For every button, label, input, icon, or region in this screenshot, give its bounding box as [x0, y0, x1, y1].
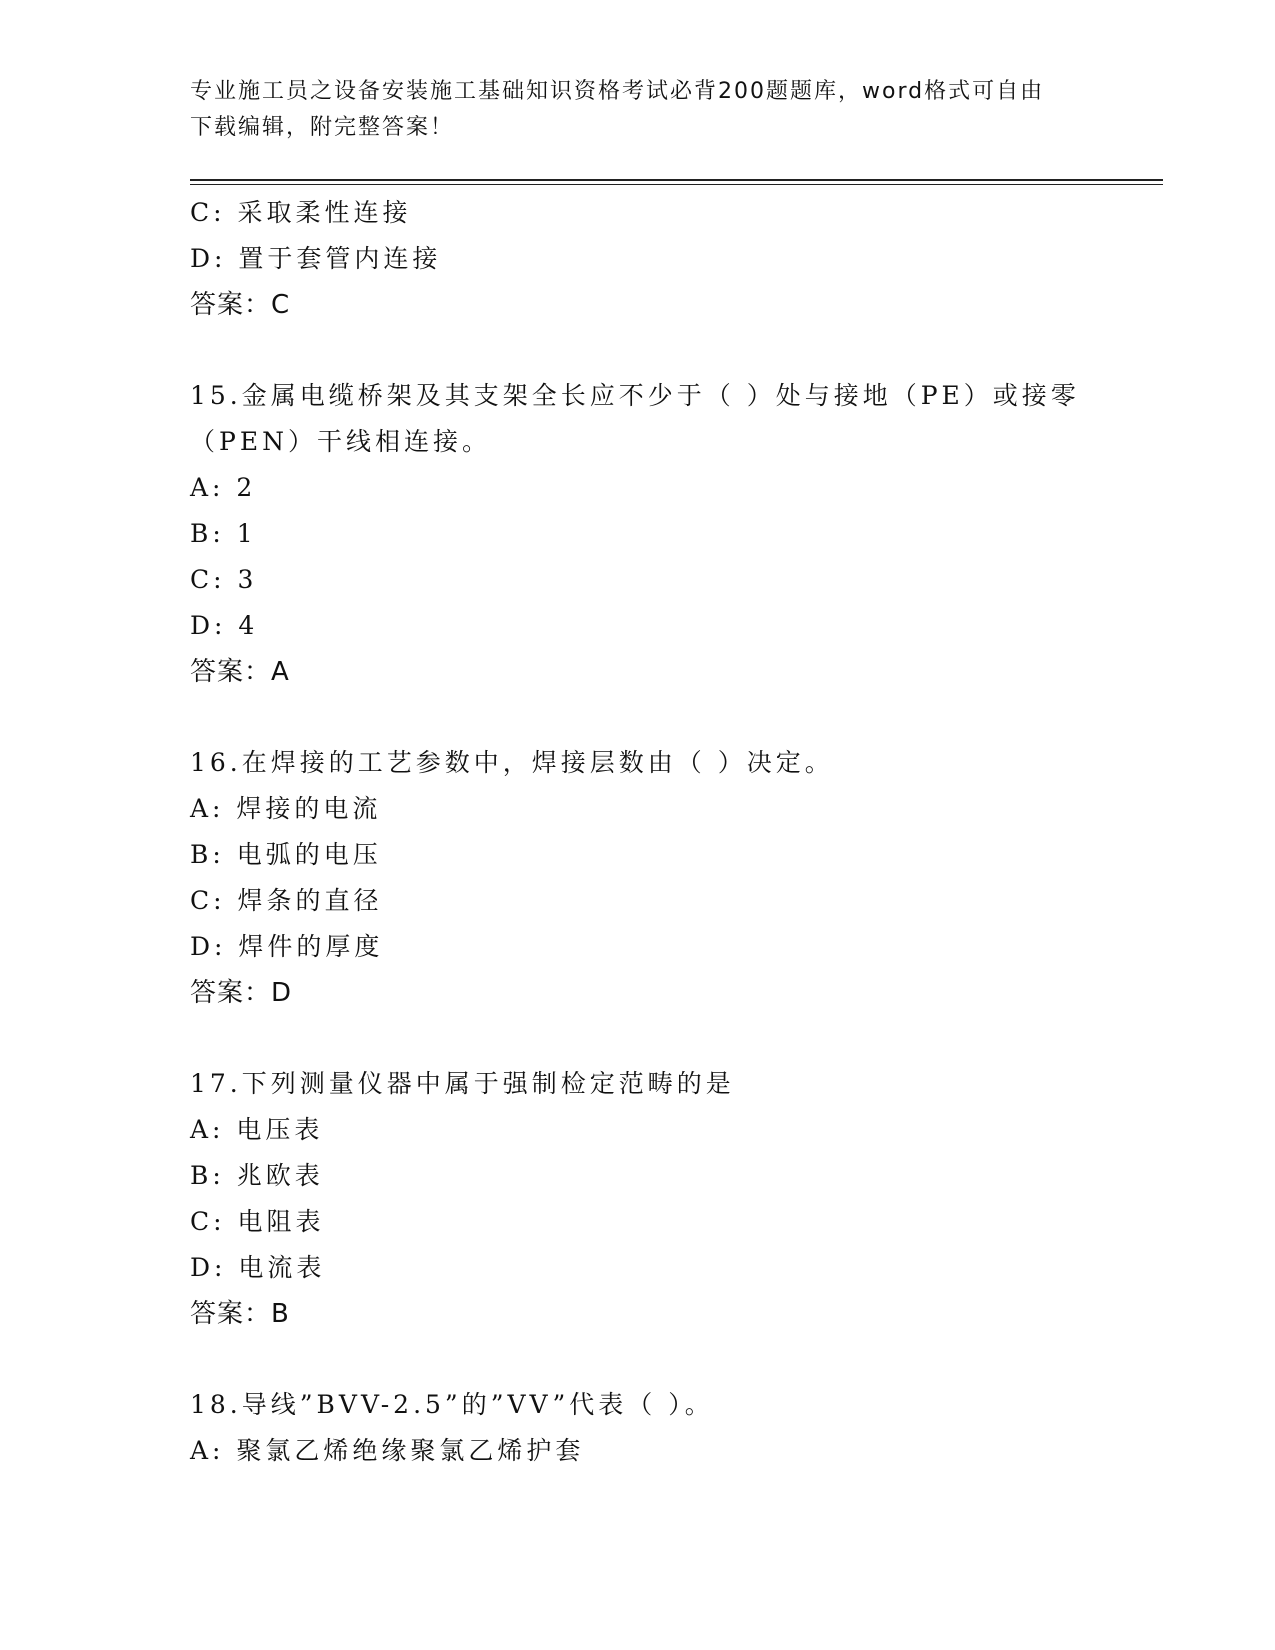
option-a: A: 焊接的电流: [190, 794, 382, 823]
option-b: B: 电弧的电压: [190, 840, 382, 869]
option-d: D: 焊件的厚度: [190, 932, 384, 961]
header-divider-thick: [190, 179, 1163, 181]
question-17: [190, 1061, 1130, 1337]
answer-line: 答案：C: [190, 290, 291, 320]
option-c: C: 采取柔性连接: [190, 198, 412, 227]
option-b: B: 兆欧表: [190, 1161, 324, 1190]
question-stem: 17.下列测量仪器中属于强制检定范畴的是: [190, 1069, 735, 1098]
question-14-continued: [190, 190, 1130, 328]
question-16: [190, 740, 1130, 1016]
option-d: D: 4: [190, 611, 259, 640]
question-stem: 18.导线”BVV-2.5”的”VV”代表（ ）。: [190, 1390, 714, 1419]
option-a: A: 聚氯乙烯绝缘聚氯乙烯护套: [190, 1436, 585, 1465]
answer-line: 答案：A: [190, 657, 290, 687]
option-b: B: 1: [190, 519, 257, 548]
question-stem-continuation: （PEN）干线相连接。: [190, 427, 491, 456]
spacer: [190, 1337, 1130, 1382]
option-c: C: 3: [190, 565, 258, 594]
header-title-line-2: 下载编辑，附完整答案！: [190, 115, 455, 140]
option-c: C: 电阻表: [190, 1207, 325, 1236]
question-18: [190, 1382, 1130, 1474]
question-list: [190, 190, 1130, 1474]
option-d: D: 电流表: [190, 1253, 326, 1282]
header-divider-thin: [190, 184, 1163, 185]
question-stem: 16.在焊接的工艺参数中，焊接层数由（ ）决定。: [190, 748, 834, 777]
option-c: C: 焊条的直径: [190, 886, 383, 915]
header-title-line-1: 专业施工员之设备安装施工基础知识资格考试必背200题题库，word格式可自由: [190, 79, 1045, 104]
option-a: A: 电压表: [190, 1115, 324, 1144]
answer-line: 答案：D: [190, 978, 293, 1008]
spacer: [190, 695, 1130, 740]
document-header: [190, 74, 1090, 146]
question-15: [190, 373, 1130, 695]
option-a: A: 2: [190, 473, 257, 502]
spacer: [190, 328, 1130, 373]
option-d: D: 置于套管内连接: [190, 244, 442, 273]
spacer: [190, 1016, 1130, 1061]
answer-line: 答案：B: [190, 1299, 290, 1329]
question-stem: 15.金属电缆桥架及其支架全长应不少于（ ）处与接地（PE）或接零: [190, 381, 1080, 410]
